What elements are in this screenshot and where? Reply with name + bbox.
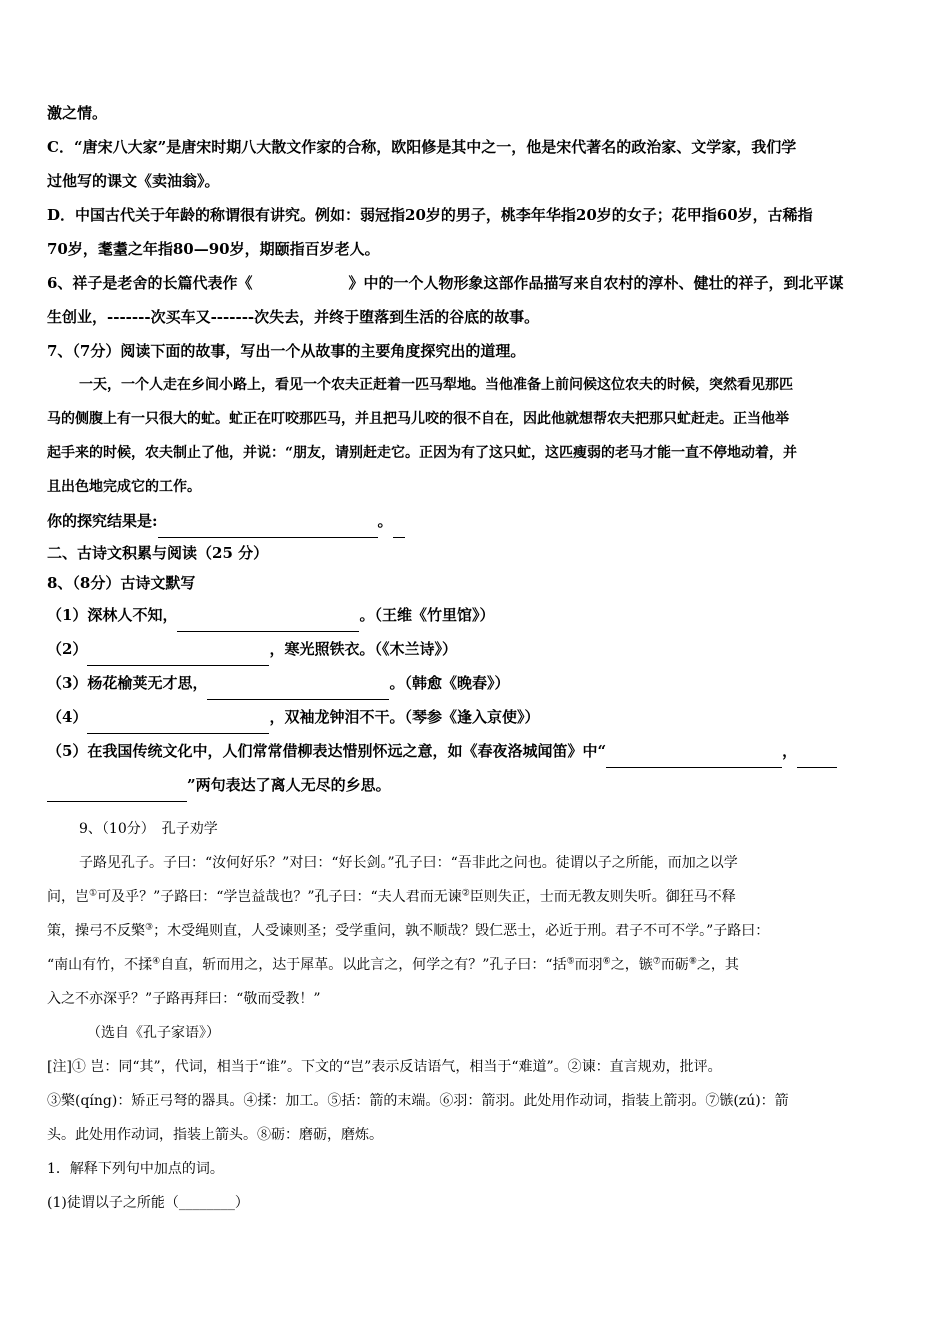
annotation-line (47, 1050, 909, 1084)
line-text: （5）在我国传统文化中，人们常常借柳表达惜别怀远之意，如《春夜洛城闻笛》中“ (47, 742, 607, 760)
exam-page (47, 96, 909, 1220)
note-marker: ⑦ (652, 956, 661, 967)
line-text: [注]① 岂：同“其”，代词，相当于“谁”。下文的“岂”表示反诘语气，相当于“难道”。②谏：直言规劝，批评。 (47, 1059, 722, 1075)
note-marker: ⑥ (602, 956, 611, 967)
answer-blank[interactable] (797, 749, 837, 768)
text-line (47, 164, 909, 198)
answer-blank[interactable] (207, 681, 389, 700)
annotation-line (47, 1118, 909, 1152)
classical-text-line (47, 948, 909, 982)
note-marker: ④ (152, 956, 161, 967)
line-text: 1．解释下列句中加点的词。 (47, 1161, 224, 1177)
line-text: 生创业，-------次买车又-------次失去，并终于堕落到生活的谷底的故事。 (47, 308, 540, 326)
line-text: 9、（10分） 孔子劝学 (79, 821, 218, 837)
line-text: （1）深林人不知， (47, 606, 178, 624)
line-text: 。（王维《竹里馆》） (359, 606, 495, 624)
line-text: 头。此处用作动词，指装上箭头。⑧砺：磨砺，磨炼。 (47, 1127, 383, 1143)
line-text: （4） (47, 708, 88, 726)
section-heading (47, 538, 909, 568)
story-line (47, 436, 909, 470)
line-text: ；木受绳则直，人受谏则圣；受学重问，孰不顺哉？毁仁恶士，必近于刑。君子不可不学。”子路曰： (153, 923, 770, 939)
poem-fill-line (47, 632, 909, 666)
line-text: （3）杨花榆荚无才思， (47, 674, 208, 692)
classical-text-line (47, 880, 909, 914)
story-line (47, 368, 909, 402)
answer-blank[interactable] (87, 715, 269, 734)
option-d-line (47, 198, 909, 232)
line-text: 7、（7分）阅读下面的故事，写出一个从故事的主要角度探究出的道理。 (47, 342, 526, 360)
line-text: 且出色地完成它的工作。 (47, 479, 201, 495)
answer-blank[interactable] (87, 647, 269, 666)
line-text: 8、（8分）古诗文默写 (47, 574, 196, 592)
line-text: 可及乎？”子路曰：“学岂益哉也？”孔子曰：“夫人君而无谏 (97, 889, 462, 905)
question-6-line (47, 266, 909, 300)
note-marker: ⑧ (688, 956, 697, 967)
line-text: “南山有竹，不揉 (47, 957, 153, 973)
poem-fill-line (47, 666, 909, 700)
answer-blank[interactable] (606, 749, 782, 768)
line-text: D．中国古代关于年龄的称谓很有讲究。例如：弱冠指20岁的男子，桃李年华指20岁的女子；花甲指60岁，古稀指 (47, 206, 813, 224)
line-text: ③檠(qíng)：矫正弓弩的器具。④揉：加工。⑤括：箭的末端。⑥羽：箭羽。此处用作动词，指装上箭羽。⑦镞(zú)：箭 (47, 1093, 789, 1109)
line-text: 。 (377, 512, 393, 530)
line-text: ”两句表达了离人无尽的乡思。 (187, 776, 391, 794)
answer-blank[interactable] (47, 783, 187, 802)
story-line (47, 470, 909, 504)
line-text: （2） (47, 640, 88, 658)
line-text: (1)徒谓以子之所能（________） (47, 1195, 249, 1211)
note-marker: ③ (145, 922, 154, 933)
sub-question-line (47, 1186, 909, 1220)
note-marker: ① (89, 888, 98, 899)
note-marker: ⑤ (566, 956, 575, 967)
line-text: 二、古诗文积累与阅读（25 分） (47, 544, 269, 562)
classical-text-line (47, 982, 909, 1016)
line-text: 马的侧腹上有一只很大的虻。虻正在叮咬那匹马，并且把马儿咬的很不自在，因此他就想帮农夫把那只虻赶走。正当他举 (47, 411, 789, 427)
line-text: 而砺 (660, 957, 689, 973)
line-text: ，双袖龙钟泪不干。（琴参《逢入京使》） (269, 708, 540, 726)
annotation-line (47, 1084, 909, 1118)
line-text: 》中的一个人物形象这部作品描写来自农村的淳朴、健壮的祥子，到北平谋 (348, 274, 844, 292)
question-9-line (47, 812, 909, 846)
sub-question-line (47, 1152, 909, 1186)
line-text: 入之不亦深乎？”子路再拜曰：“敬而受教！” (47, 991, 321, 1007)
answer-line (47, 504, 909, 538)
question-7-line (47, 334, 909, 368)
line-text: 而羽 (574, 957, 603, 973)
line-text: 70岁，耄耋之年指80—90岁，期颐指百岁老人。 (47, 240, 380, 258)
line-text: （选自《孔子家语》） (87, 1025, 220, 1041)
text-line (47, 300, 909, 334)
line-text: 起手来的时候，农夫制止了他，并说：“朋友，请别赶走它。正因为有了这只虻，这匹瘦弱的老马才能一直不停地动着，并 (47, 445, 798, 461)
line-text: 。（韩愈《晚春》） (389, 674, 510, 692)
spacer (47, 802, 909, 812)
story-line (47, 402, 909, 436)
line-text: 6、祥子是老舍的长篇代表作《 (47, 274, 253, 292)
answer-blank-tail (393, 519, 405, 538)
line-text: 你的探究结果是: (47, 512, 158, 530)
line-text: 子路见孔子。子曰：“汝何好乐？”对曰：“好长剑。”孔子曰：“吾非此之问也。徒谓以子之所能，而加之以学 (79, 855, 738, 871)
text-line (47, 96, 909, 130)
line-text: 之，其 (696, 957, 739, 973)
line-text: 臣则失正，士而无教友则失听。御狂马不释 (469, 889, 736, 905)
poem-fill-line (47, 700, 909, 734)
line-text: 策，操弓不反檠 (47, 923, 145, 939)
option-c-line (47, 130, 909, 164)
line-text: ，寒光照铁衣。（《木兰诗》） (269, 640, 457, 658)
line-text: 之，镞 (610, 957, 653, 973)
poem-fill-line (47, 598, 909, 632)
line-text: 过他写的课文《卖油翁》。 (47, 172, 220, 190)
answer-blank[interactable] (158, 519, 378, 538)
poem-fill-line (47, 768, 909, 802)
line-text: 问，岂 (47, 889, 89, 905)
line-text: 一天，一个人走在乡间小路上，看见一个农夫正赶着一匹马犁地。当他准备上前问候这位农夫的时候，突然看见那匹 (79, 377, 793, 393)
poem-fill-line (47, 734, 909, 768)
answer-blank[interactable] (252, 275, 348, 293)
note-marker: ② (461, 888, 470, 899)
source-line (47, 1016, 909, 1050)
line-text: ， (782, 742, 798, 760)
text-line (47, 232, 909, 266)
question-8-line (47, 568, 909, 598)
line-text: C．“唐宋八大家”是唐宋时期八大散文作家的合称，欧阳修是其中之一，他是宋代著名的政治家、文学家，我们学 (47, 138, 797, 156)
answer-blank[interactable] (177, 613, 359, 632)
classical-text-line (47, 914, 909, 948)
line-text: 激之情。 (47, 104, 108, 122)
classical-text-line (47, 846, 909, 880)
line-text: 自直，斩而用之，达于犀革。以此言之，何学之有？”孔子曰：“括 (160, 957, 567, 973)
